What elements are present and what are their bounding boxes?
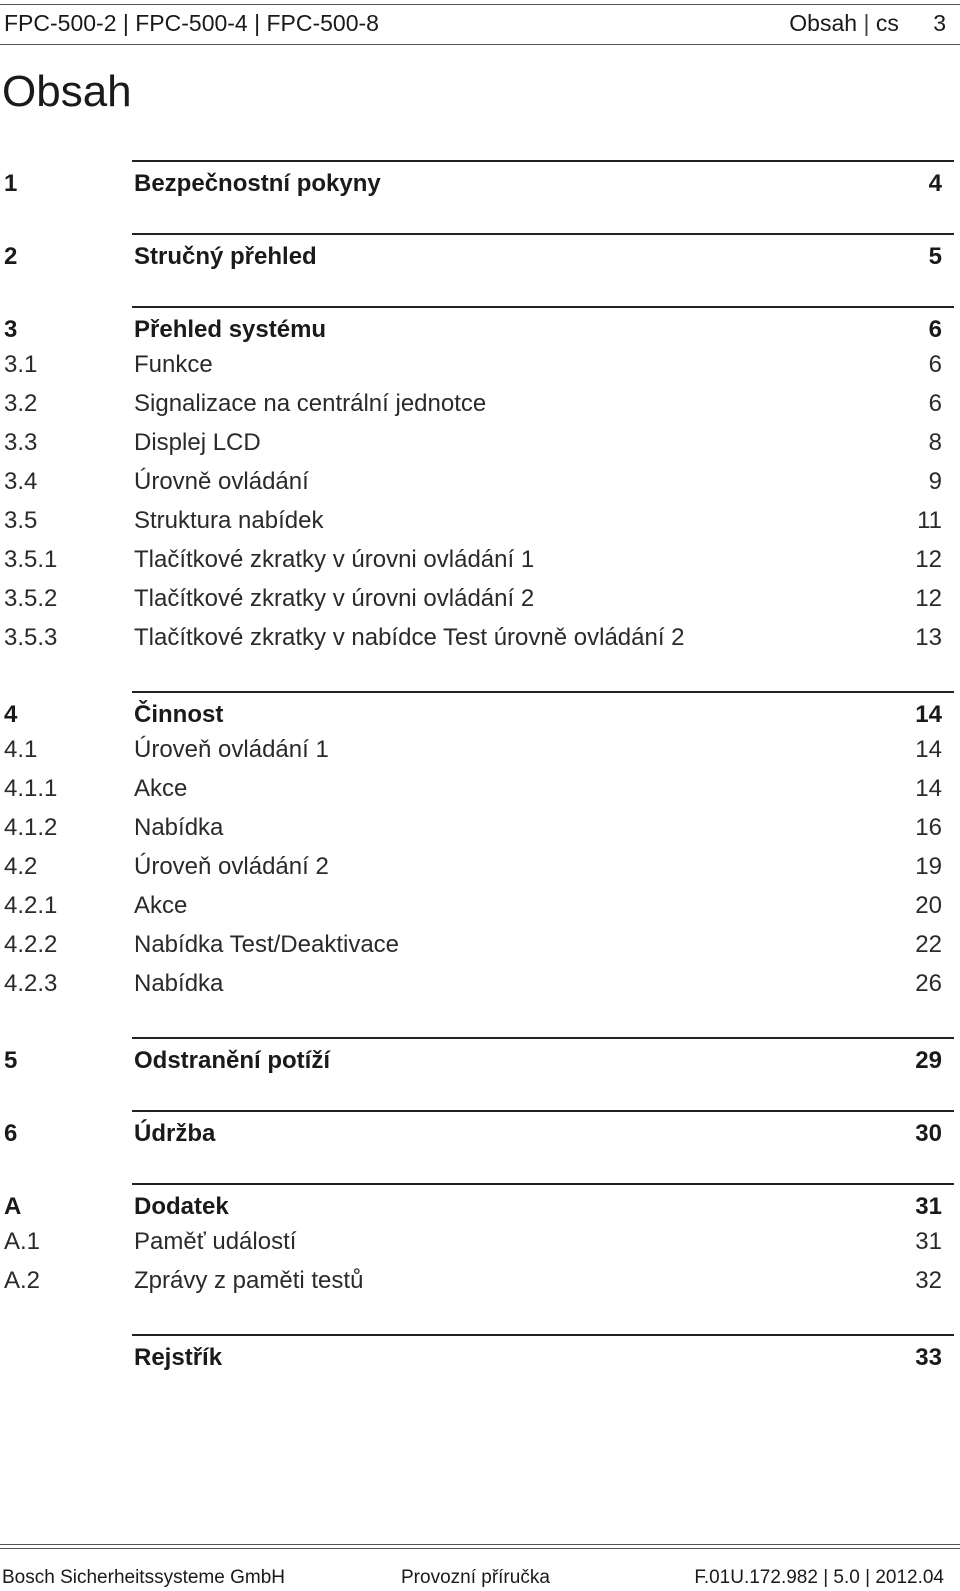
toc-entry-title: Bezpečnostní pokyny	[134, 170, 381, 197]
toc-entry-number: 3.4	[4, 468, 38, 495]
toc-entry-page: 13	[915, 624, 942, 651]
toc-chapter	[0, 160, 960, 199]
toc-entry-title: Tlačítkové zkratky v úrovni ovládání 2	[134, 585, 535, 612]
toc-chapter	[0, 306, 960, 657]
toc-subentry[interactable]	[0, 501, 960, 540]
toc-entry-title: Nabídka Test/Deaktivace	[134, 931, 400, 958]
header-page-number: 3	[933, 10, 946, 36]
toc-entry-page: 29	[915, 1047, 942, 1074]
header-separator: |	[863, 10, 870, 36]
toc-chapter	[0, 1334, 960, 1373]
toc-entry-title: Dodatek	[134, 1193, 229, 1220]
toc-entry-title: Struktura nabídek	[134, 507, 324, 534]
toc-entry-page: 22	[915, 931, 942, 958]
toc-entry-page: 6	[928, 316, 942, 343]
toc-entry-page: 14	[915, 775, 942, 802]
toc-subentry[interactable]	[0, 618, 960, 657]
toc-subentry[interactable]	[0, 423, 960, 462]
toc-entry-title: Údržba	[134, 1120, 216, 1147]
toc-entry-title: Nabídka	[134, 970, 224, 997]
toc-entry-number: 4.2.2	[4, 931, 58, 958]
header-lang: cs	[875, 10, 899, 36]
toc-chapter	[0, 691, 960, 1003]
toc-entry-title: Úroveň ovládání 2	[134, 853, 329, 880]
toc-subentry[interactable]	[0, 847, 960, 886]
toc-entry-number: 1	[4, 170, 18, 197]
footer-rule-lower	[0, 1548, 960, 1549]
toc-chapter-entry[interactable]	[0, 306, 960, 345]
toc-entry-title: Stručný přehled	[134, 243, 317, 270]
toc-entry-page: 12	[915, 585, 942, 612]
footer-doc-type: Provozní příručka	[401, 1567, 550, 1588]
toc-chapter	[0, 1183, 960, 1300]
toc-entry-page: 14	[915, 701, 942, 728]
toc-entry-number: 4	[4, 701, 18, 728]
toc-subentry[interactable]	[0, 462, 960, 501]
header-section: Obsah	[789, 10, 858, 36]
toc-entry-page: 11	[917, 507, 942, 534]
toc-chapter-entry[interactable]	[0, 1183, 960, 1222]
toc-subentry[interactable]	[0, 540, 960, 579]
toc-entry-title: Tlačítkové zkratky v úrovni ovládání 1	[134, 546, 535, 573]
footer-doc-id: F.01U.172.982 | 5.0 | 2012.04	[694, 1567, 944, 1588]
toc-entry-number: 3.3	[4, 429, 38, 456]
toc-subentry[interactable]	[0, 1261, 960, 1300]
toc-entry-title: Zprávy z paměti testů	[134, 1267, 364, 1294]
toc-entry-number: 3.5.3	[4, 624, 58, 651]
page-title: Obsah	[2, 67, 132, 116]
toc-entry-number: 2	[4, 243, 18, 270]
table-of-contents	[0, 160, 960, 1373]
toc-entry-number: 4.1.2	[4, 814, 58, 841]
toc-entry-title: Činnost	[134, 701, 224, 728]
toc-subentry[interactable]	[0, 769, 960, 808]
toc-chapter-entry[interactable]	[0, 233, 960, 272]
toc-subentry[interactable]	[0, 579, 960, 618]
toc-entry-title: Nabídka	[134, 814, 224, 841]
toc-subentry[interactable]	[0, 886, 960, 925]
toc-subentry[interactable]	[0, 730, 960, 769]
toc-entry-number: 4.2.3	[4, 970, 58, 997]
toc-entry-page: 20	[915, 892, 942, 919]
toc-chapter-entry[interactable]	[0, 160, 960, 199]
toc-entry-title: Paměť událostí	[134, 1228, 297, 1255]
toc-entry-page: 31	[915, 1228, 942, 1255]
toc-entry-title: Úroveň ovládání 1	[134, 736, 329, 763]
toc-subentry[interactable]	[0, 345, 960, 384]
toc-entry-number: 4.1	[4, 736, 38, 763]
toc-entry-title: Rejstřík	[134, 1344, 223, 1371]
toc-entry-page: 33	[915, 1344, 942, 1371]
toc-entry-page: 4	[928, 170, 942, 197]
toc-entry-title: Signalizace na centrální jednotce	[134, 390, 487, 417]
toc-subentry[interactable]	[0, 925, 960, 964]
toc-chapter-entry[interactable]	[0, 1037, 960, 1076]
toc-entry-title: Funkce	[134, 351, 213, 378]
toc-entry-number: A.2	[4, 1267, 41, 1294]
toc-entry-title: Displej LCD	[134, 429, 261, 456]
toc-entry-number: 3.1	[4, 351, 38, 378]
toc-entry-title: Akce	[134, 892, 188, 919]
toc-chapter-entry[interactable]	[0, 1110, 960, 1149]
toc-entry-number: 3	[4, 316, 18, 343]
toc-subentry[interactable]	[0, 384, 960, 423]
toc-entry-number: 3.5.1	[4, 546, 58, 573]
footer-rule	[0, 1544, 960, 1545]
toc-entry-page: 12	[915, 546, 942, 573]
toc-entry-page: 30	[915, 1120, 942, 1147]
toc-entry-number: 5	[4, 1047, 18, 1074]
header-top-rule	[0, 4, 960, 5]
toc-entry-number: 3.2	[4, 390, 38, 417]
page-header	[0, 0, 960, 48]
toc-entry-title: Úrovně ovládání	[134, 468, 309, 495]
header-bottom-rule	[0, 44, 960, 45]
toc-chapter	[0, 233, 960, 272]
toc-entry-page: 6	[928, 390, 942, 417]
toc-entry-page: 5	[928, 243, 942, 270]
toc-entry-page: 31	[915, 1193, 942, 1220]
toc-entry-page: 26	[915, 970, 942, 997]
toc-entry-page: 14	[915, 736, 942, 763]
toc-subentry[interactable]	[0, 964, 960, 1003]
toc-entry-number: A.1	[4, 1228, 41, 1255]
page-footer	[0, 1534, 960, 1591]
toc-chapter	[0, 1037, 960, 1076]
toc-chapter-entry[interactable]	[0, 691, 960, 730]
toc-chapter	[0, 1110, 960, 1149]
toc-entry-number: 4.2.1	[4, 892, 58, 919]
toc-entry-number: 3.5	[4, 507, 38, 534]
toc-entry-page: 9	[928, 468, 942, 495]
toc-entry-title: Akce	[134, 775, 188, 802]
toc-entry-number: 4.2	[4, 853, 38, 880]
toc-subentry[interactable]	[0, 1222, 960, 1261]
toc-entry-title: Tlačítkové zkratky v nabídce Test úrovně ovládání 2	[134, 624, 685, 651]
toc-subentry[interactable]	[0, 808, 960, 847]
toc-entry-number: 3.5.2	[4, 585, 58, 612]
toc-entry-number: A	[4, 1193, 22, 1220]
toc-entry-page: 8	[928, 429, 942, 456]
toc-entry-page: 6	[928, 351, 942, 378]
toc-entry-page: 19	[915, 853, 942, 880]
header-section-info	[789, 9, 946, 37]
toc-entry-page: 32	[915, 1267, 942, 1294]
toc-entry-number: 6	[4, 1120, 18, 1147]
header-products: FPC-500-2 | FPC-500-4 | FPC-500-8	[4, 10, 379, 36]
toc-chapter-entry[interactable]	[0, 1334, 960, 1373]
toc-entry-title: Odstranění potíží	[134, 1047, 331, 1074]
toc-entry-title: Přehled systému	[134, 316, 327, 343]
footer-company: Bosch Sicherheitssysteme GmbH	[2, 1567, 285, 1588]
toc-entry-page: 16	[915, 814, 942, 841]
toc-entry-number: 4.1.1	[4, 775, 58, 802]
